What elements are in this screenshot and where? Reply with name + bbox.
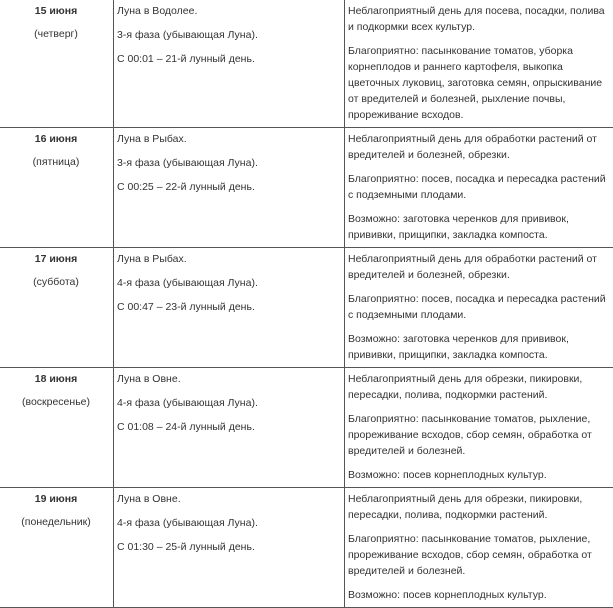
moon-phase: 4-я фаза (убывающая Луна).	[117, 395, 340, 411]
moon-phase: 4-я фаза (убывающая Луна).	[117, 515, 340, 531]
weekday: (четверг)	[3, 26, 109, 42]
possible-text: Возможно: посев корнеплодных культур.	[348, 587, 609, 603]
lunar-day: С 00:25 – 22-й лунный день.	[117, 179, 340, 195]
moon-info-cell	[114, 488, 345, 608]
day-date: 19 июня	[3, 491, 109, 507]
table-row	[0, 488, 613, 608]
moon-info-cell	[114, 0, 345, 128]
date-cell	[0, 368, 114, 488]
table-row	[0, 128, 613, 248]
weekday: (воскресенье)	[3, 394, 109, 410]
table-row	[0, 0, 613, 128]
moon-phase: 3-я фаза (убывающая Луна).	[117, 155, 340, 171]
table-row	[0, 368, 613, 488]
weekday: (понедельник)	[3, 514, 109, 530]
advice-cell	[345, 128, 613, 248]
unfavorable-text: Неблагоприятный день для обработки растений от вредителей и болезней, обрезки.	[348, 131, 609, 163]
unfavorable-text: Неблагоприятный день для обработки растений от вредителей и болезней, обрезки.	[348, 251, 609, 283]
unfavorable-text: Неблагоприятный день для обрезки, пикировки, пересадки, полива, подкормки растений.	[348, 491, 609, 523]
lunar-day: С 01:08 – 24-й лунный день.	[117, 419, 340, 435]
day-date: 15 июня	[3, 3, 109, 19]
lunar-day: С 00:47 – 23-й лунный день.	[117, 299, 340, 315]
moon-sign: Луна в Рыбах.	[117, 131, 340, 147]
weekday: (суббота)	[3, 274, 109, 290]
table-row	[0, 248, 613, 368]
date-cell	[0, 248, 114, 368]
possible-text: Возможно: посев корнеплодных культур.	[348, 467, 609, 483]
favorable-text: Благоприятно: пасынкование томатов, рыхление, прореживание всходов, сбор семян, обработка от вредителей и болезней.	[348, 531, 609, 579]
moon-info-cell	[114, 368, 345, 488]
day-date: 18 июня	[3, 371, 109, 387]
lunar-day: С 01:30 – 25-й лунный день.	[117, 539, 340, 555]
unfavorable-text: Неблагоприятный день для обрезки, пикировки, пересадки, полива, подкормки растений.	[348, 371, 609, 403]
favorable-text: Благоприятно: посев, посадка и пересадка растений с подземными плодами.	[348, 291, 609, 323]
moon-sign: Луна в Водолее.	[117, 3, 340, 19]
lunar-day: С 00:01 – 21-й лунный день.	[117, 51, 340, 67]
day-date: 16 июня	[3, 131, 109, 147]
moon-sign: Луна в Овне.	[117, 371, 340, 387]
possible-text: Возможно: заготовка черенков для прививок, прививки, прищипки, закладка компоста.	[348, 211, 609, 243]
date-cell	[0, 128, 114, 248]
date-cell	[0, 488, 114, 608]
unfavorable-text: Неблагоприятный день для посева, посадки, полива и подкормки всех культур.	[348, 3, 609, 35]
moon-info-cell	[114, 128, 345, 248]
moon-sign: Луна в Овне.	[117, 491, 340, 507]
advice-cell	[345, 0, 613, 128]
moon-phase: 4-я фаза (убывающая Луна).	[117, 275, 340, 291]
moon-info-cell	[114, 248, 345, 368]
day-date: 17 июня	[3, 251, 109, 267]
advice-cell	[345, 368, 613, 488]
moon-phase: 3-я фаза (убывающая Луна).	[117, 27, 340, 43]
advice-cell	[345, 248, 613, 368]
favorable-text: Благоприятно: пасынкование томатов, рыхление, прореживание всходов, сбор семян, обработка от вредителей и болезней.	[348, 411, 609, 459]
weekday: (пятница)	[3, 154, 109, 170]
favorable-text: Благоприятно: пасынкование томатов, уборка корнеплодов и раннего картофеля, выкопка цветочных луковиц, заготовка семян, опрыскивание от вредителей и болезней, рыхление почвы, прореживание всходов.	[348, 43, 609, 123]
advice-cell	[345, 488, 613, 608]
moon-sign: Луна в Рыбах.	[117, 251, 340, 267]
date-cell	[0, 0, 114, 128]
possible-text: Возможно: заготовка черенков для прививок, прививки, прищипки, закладка компоста.	[348, 331, 609, 363]
favorable-text: Благоприятно: посев, посадка и пересадка растений с подземными плодами.	[348, 171, 609, 203]
